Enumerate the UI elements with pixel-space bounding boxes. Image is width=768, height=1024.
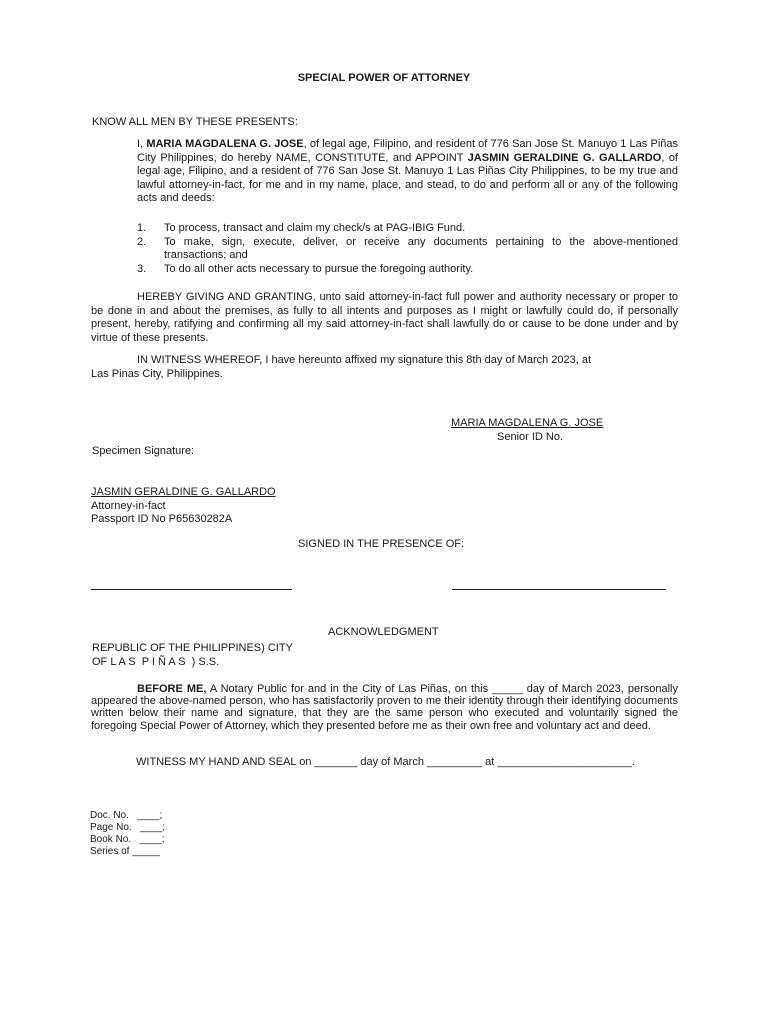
series-number: Series of _____ bbox=[90, 846, 161, 857]
notary-text: A Notary Public for and in the City of Las Piñas, on this _____ day of March 2023, personally appeared the above-named person, who has satisfactorily proven to me their identity through their identifying documents written below their name and signature, that they are the same person who executed and voluntarily signed the foregoing Special Power of Attorney, which they presented before me as their own free and voluntary act and deed. bbox=[91, 683, 678, 732]
attorney-signature-name: JASMIN GERALDINE G. GALLARDO bbox=[91, 486, 276, 498]
hand-and-seal-line: WITNESS MY HAND AND SEAL on _______ day of March _________ at ______________________. bbox=[136, 756, 636, 768]
book-number: Book No. ____; bbox=[90, 834, 165, 845]
witness-location-line: Las Pinas City, Philippines. bbox=[91, 368, 223, 380]
salutation: KNOW ALL MEN BY THESE PRESENTS: bbox=[92, 116, 298, 128]
witness-signature-line-right bbox=[452, 589, 666, 590]
list-item bbox=[137, 222, 678, 236]
principal-name-bold: MARIA MAGDALENA G. JOSE bbox=[146, 138, 304, 150]
attorney-role: Attorney-in-fact bbox=[91, 500, 166, 512]
before-me-bold: BEFORE ME, bbox=[137, 683, 207, 695]
list-item bbox=[137, 263, 678, 277]
intro-part-3: , of legal age, Filipino, and a resident of 776 San Jose St. Manuyo 1 Las Piñas City Philippines, to be my true and lawful attorney-in-fact, for me and in my name, place, and stead, to do and perform all or any of the following acts and deeds: bbox=[137, 151, 678, 205]
page-number: Page No. ____; bbox=[90, 822, 166, 833]
principal-signature-name: MARIA MAGDALENA G. JOSE bbox=[451, 417, 604, 429]
document-title: SPECIAL POWER OF ATTORNEY bbox=[297, 72, 471, 84]
list-item-text: To do all other acts necessary to pursue the foregoing authority. bbox=[164, 262, 474, 275]
signed-presence-label: SIGNED IN THE PRESENCE OF: bbox=[298, 538, 465, 550]
attorney-passport-id: Passport ID No P65630282A bbox=[91, 513, 233, 525]
specimen-signature-label: Specimen Signature: bbox=[92, 445, 195, 457]
principal-id: Senior ID No. bbox=[497, 431, 564, 443]
list-item bbox=[137, 236, 678, 263]
list-item-number: 2. bbox=[137, 235, 147, 248]
granting-paragraph: HEREBY GIVING AND GRANTING, unto said attorney-in-fact full power and authority necessary or proper to be done in and about the premises, as fully to all intents and purposes as I might or lawfully could do, if personally present, hereby, ratifying and confirming all my said attorney-in-fact shall lawfully do or cause to be done under and by virtue of these presents. bbox=[91, 291, 678, 344]
list-item-text: To make, sign, execute, deliver, or receive any documents pertaining to the above-mentioned transactions; and bbox=[164, 235, 678, 262]
appointment-paragraph bbox=[137, 138, 678, 206]
witness-signature-line-left bbox=[91, 589, 292, 590]
intro-part-2: , of legal age, Filipino, and resident of 776 San Jose St. Manuyo 1 Las Piñas City Philippines, do hereby NAME, CONSTITUTE, and APPOINT bbox=[137, 138, 679, 164]
notary-paragraph bbox=[91, 683, 678, 732]
doc-number: Doc. No. ____; bbox=[90, 810, 163, 821]
venue-line-1: REPUBLIC OF THE PHILIPPINES) CITY bbox=[92, 642, 293, 654]
intro-part-1: I, bbox=[137, 138, 147, 150]
attorney-name-bold: JASMIN GERALDINE G. GALLARDO bbox=[467, 151, 662, 164]
list-item-number: 1. bbox=[137, 222, 147, 234]
list-item-text: To process, transact and claim my check/s at PAG-IBIG Fund. bbox=[164, 222, 466, 234]
venue-line-2: OF L A S P I Ñ A S ) S.S. bbox=[92, 656, 220, 668]
witness-whereof-line: IN WITNESS WHEREOF, I have hereunto affixed my signature this 8th day of March 2023, at bbox=[137, 354, 592, 366]
acts-list bbox=[137, 222, 678, 276]
acknowledgment-title: ACKNOWLEDGMENT bbox=[328, 626, 439, 638]
list-item-number: 3. bbox=[137, 262, 147, 275]
